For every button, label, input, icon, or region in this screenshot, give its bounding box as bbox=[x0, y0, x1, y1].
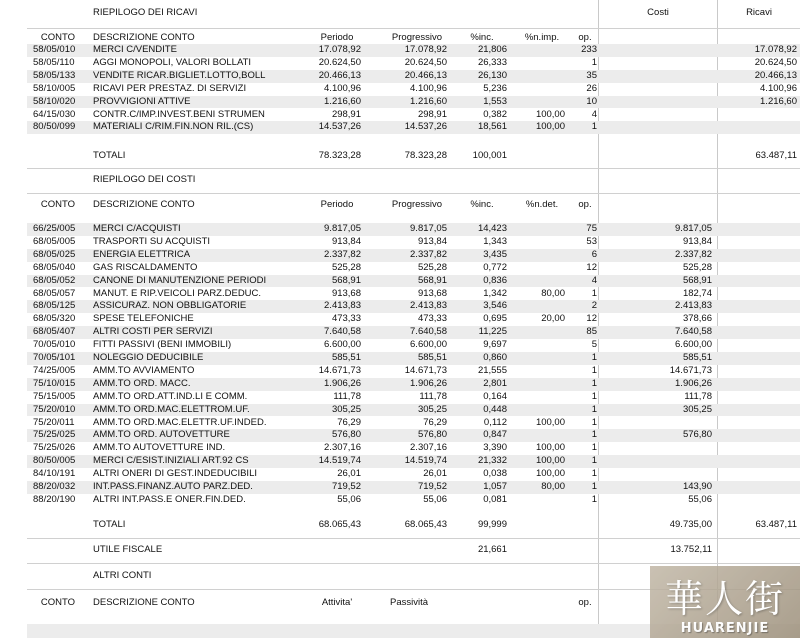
ricavi-totali-row bbox=[27, 147, 800, 165]
report-sheet bbox=[27, 0, 800, 638]
inc-cell: 14,423 bbox=[477, 223, 507, 234]
table-row bbox=[27, 70, 800, 83]
table-row bbox=[27, 494, 800, 507]
op-cell: 1 bbox=[591, 287, 597, 299]
progressivo-cell: 4.100,96 bbox=[410, 82, 447, 94]
utile-fiscale-costi: 13.752,11 bbox=[670, 544, 712, 555]
progressivo-cell: 2.307,16 bbox=[410, 442, 447, 454]
conto-cell: 58/10/020 bbox=[33, 95, 76, 107]
table-row bbox=[27, 57, 800, 70]
periodo-cell: 111,78 bbox=[333, 390, 361, 402]
conto-cell: 58/10/005 bbox=[33, 82, 76, 94]
inc-cell: 0,860 bbox=[483, 352, 507, 363]
periodo-header: Periodo bbox=[320, 199, 354, 210]
table-row bbox=[27, 417, 800, 430]
costi-cell: 182,74 bbox=[682, 287, 712, 299]
periodo-cell: 913,68 bbox=[331, 287, 361, 299]
op-cell: 1 bbox=[591, 364, 597, 376]
inc-cell: 0,038 bbox=[483, 468, 507, 480]
periodo-cell: 1.216,60 bbox=[324, 95, 361, 107]
progressivo-cell: 9.817,05 bbox=[410, 223, 447, 234]
periodo-cell: 2.337,82 bbox=[324, 248, 361, 260]
descrizione-cell: SPESE TELEFONICHE bbox=[93, 313, 194, 325]
conto-cell: 68/05/125 bbox=[33, 300, 76, 312]
ricavi-cell: 20.624,50 bbox=[754, 56, 797, 68]
conto-header: CONTO bbox=[40, 597, 76, 608]
inc-cell: 0,772 bbox=[483, 261, 507, 273]
conto-cell: 68/05/005 bbox=[33, 235, 76, 247]
nimp-cell: 100,00 bbox=[535, 121, 565, 133]
descrizione-cell: AMM.TO AVVIAMENTO bbox=[93, 364, 195, 376]
attivita-header: Attivita' bbox=[321, 597, 353, 608]
descrizione-cell: RICAVI PER PRESTAZ. DI SERVIZI bbox=[93, 82, 247, 94]
descrizione-cell: AMM.TO AUTOVETTURE IND. bbox=[93, 442, 226, 454]
op-cell: 1 bbox=[591, 121, 597, 133]
section-title: RIEPILOGO DEI RICAVI bbox=[93, 7, 198, 18]
conto-cell: 80/50/099 bbox=[33, 121, 76, 133]
progressivo-cell: 14.671,73 bbox=[404, 364, 447, 376]
conto-cell: 66/25/005 bbox=[33, 223, 76, 234]
progressivo-cell: 1.216,60 bbox=[410, 95, 447, 107]
ricavi-cell: 20.466,13 bbox=[754, 69, 797, 81]
progressivo-cell: 7.640,58 bbox=[410, 326, 447, 338]
conto-cell: 68/05/407 bbox=[33, 326, 76, 338]
progressivo-cell: 298,91 bbox=[417, 108, 447, 120]
op-cell: 75 bbox=[586, 223, 597, 234]
table-row bbox=[27, 223, 800, 236]
totali-periodo: 68.065,43 bbox=[318, 519, 361, 530]
ricavi-title-row bbox=[27, 4, 800, 22]
costi-cell: 14.671,73 bbox=[669, 364, 712, 376]
inc-cell: 1,553 bbox=[483, 95, 507, 107]
costi-cell: 9.817,05 bbox=[675, 223, 712, 234]
watermark-logo bbox=[650, 566, 800, 638]
progressivo-cell: 6.600,00 bbox=[410, 339, 447, 351]
table-row bbox=[27, 404, 800, 417]
progressivo-cell: 20.624,50 bbox=[404, 56, 447, 68]
descrizione-header: DESCRIZIONE CONTO bbox=[93, 597, 195, 608]
ndet-cell: 80,00 bbox=[541, 287, 565, 299]
inc-cell: 0,695 bbox=[483, 313, 507, 325]
inc-cell: 18,561 bbox=[477, 121, 507, 133]
progressivo-cell: 913,68 bbox=[417, 287, 447, 299]
table-row bbox=[27, 391, 800, 404]
progressivo-cell: 1.906,26 bbox=[410, 377, 447, 389]
periodo-cell: 1.906,26 bbox=[324, 377, 361, 389]
periodo-cell: 76,29 bbox=[337, 416, 361, 428]
descrizione-cell: ASSICURAZ. NON OBBLIGATORIE bbox=[93, 300, 247, 312]
costi-cell: 576,80 bbox=[682, 429, 712, 441]
op-cell: 4 bbox=[591, 274, 597, 286]
totali-ricavi: 63.487,11 bbox=[755, 519, 797, 530]
op-header: op. bbox=[578, 32, 592, 43]
op-cell: 5 bbox=[591, 339, 597, 351]
progressivo-cell: 55,06 bbox=[423, 493, 447, 505]
op-cell: 1 bbox=[591, 493, 597, 505]
watermark-logo-glyphs: 華人街 bbox=[664, 577, 785, 621]
progressivo-cell: 20.466,13 bbox=[404, 69, 447, 81]
progressivo-header: Progressivo bbox=[391, 199, 443, 210]
conto-cell: 70/05/101 bbox=[33, 352, 76, 363]
progressivo-cell: 76,29 bbox=[423, 416, 447, 428]
nimp-cell: 100,00 bbox=[535, 108, 565, 120]
op-cell: 1 bbox=[591, 403, 597, 415]
conto-header: CONTO bbox=[40, 199, 76, 210]
conto-cell: 75/25/026 bbox=[33, 442, 76, 454]
ndet-cell: 100,00 bbox=[535, 455, 565, 467]
periodo-cell: 298,91 bbox=[331, 108, 361, 120]
table-row bbox=[27, 288, 800, 301]
descrizione-cell: MERCI C/VENDITE bbox=[93, 44, 177, 55]
costi-cell: 111,78 bbox=[684, 390, 712, 402]
totali-progressivo: 68.065,43 bbox=[404, 519, 447, 530]
op-cell: 10 bbox=[586, 95, 597, 107]
descrizione-cell: AMM.TO ORD.MAC.ELETTR.UF.INDED. bbox=[93, 416, 267, 428]
ricavi-cell: 4.100,96 bbox=[760, 82, 797, 94]
conto-header: CONTO bbox=[40, 32, 76, 43]
passivita-header: Passività bbox=[389, 597, 428, 608]
utile-fiscale-label: UTILE FISCALE bbox=[93, 544, 163, 555]
conto-cell: 68/05/320 bbox=[33, 313, 76, 325]
inc-cell: 11,225 bbox=[478, 326, 507, 338]
table-row bbox=[27, 352, 800, 365]
progressivo-cell: 26,01 bbox=[423, 468, 447, 480]
periodo-cell: 20.624,50 bbox=[318, 56, 361, 68]
progressivo-cell: 913,84 bbox=[417, 235, 447, 247]
costi-cell: 7.640,58 bbox=[675, 326, 712, 338]
costi-totali-row bbox=[27, 516, 800, 534]
progressivo-cell: 473,33 bbox=[417, 313, 447, 325]
op-cell: 6 bbox=[591, 248, 597, 260]
progressivo-cell: 14.519,74 bbox=[404, 455, 447, 467]
descrizione-cell: ALTRI INT.PASS.E ONER.FIN.DED. bbox=[93, 493, 246, 505]
totali-ricavi: 63.487,11 bbox=[755, 150, 797, 161]
periodo-cell: 55,06 bbox=[337, 493, 361, 505]
divider bbox=[27, 563, 800, 564]
inc-cell: 3,390 bbox=[483, 442, 507, 454]
ndet-cell: 20,00 bbox=[541, 313, 565, 325]
op-cell: 1 bbox=[591, 416, 597, 428]
inc-cell: 0,847 bbox=[483, 429, 507, 441]
table-row bbox=[27, 468, 800, 481]
progressivo-header: Progressivo bbox=[391, 32, 443, 43]
inc-cell: 26,333 bbox=[477, 56, 507, 68]
periodo-cell: 14.537,26 bbox=[318, 121, 361, 133]
inc-cell: 0,081 bbox=[483, 493, 507, 505]
table-row bbox=[27, 339, 800, 352]
table-row bbox=[27, 262, 800, 275]
periodo-cell: 26,01 bbox=[337, 468, 361, 480]
totali-periodo: 78.323,28 bbox=[318, 150, 361, 161]
op-cell: 1 bbox=[591, 429, 597, 441]
ricavi-cell: 17.078,92 bbox=[754, 44, 797, 55]
table-row bbox=[27, 481, 800, 494]
table-row bbox=[27, 236, 800, 249]
progressivo-cell: 14.537,26 bbox=[404, 121, 447, 133]
table-row bbox=[27, 442, 800, 455]
descrizione-cell: VENDITE RICAR.BIGLIET.LOTTO,BOLL bbox=[93, 69, 266, 81]
descrizione-header: DESCRIZIONE CONTO bbox=[93, 32, 195, 43]
table-row bbox=[27, 429, 800, 442]
conto-cell: 75/10/015 bbox=[33, 377, 76, 389]
periodo-cell: 17.078,92 bbox=[318, 44, 361, 55]
table-row bbox=[27, 455, 800, 468]
op-cell: 85 bbox=[586, 326, 597, 338]
periodo-cell: 2.413,83 bbox=[324, 300, 361, 312]
op-cell: 2 bbox=[591, 300, 597, 312]
inc-cell: 0,836 bbox=[483, 274, 507, 286]
descrizione-cell: ALTRI ONERI DI GEST.INDEDUCIBILI bbox=[93, 468, 257, 480]
conto-cell: 75/20/011 bbox=[33, 416, 75, 428]
descrizione-cell: MERCI C/ACQUISTI bbox=[93, 223, 181, 234]
descrizione-cell: CANONE DI MANUTENZIONE PERIODI bbox=[93, 274, 267, 286]
inc-cell: 26,130 bbox=[477, 69, 507, 81]
op-cell: 53 bbox=[586, 235, 597, 247]
inc-cell: 3,435 bbox=[483, 248, 507, 260]
descrizione-cell: MATERIALI C/RIM.FIN.NON RIL.(CS) bbox=[93, 121, 254, 133]
table-row bbox=[27, 365, 800, 378]
totali-inc: 99,999 bbox=[477, 519, 507, 530]
costi-cell: 1.906,26 bbox=[675, 377, 712, 389]
conto-cell: 58/05/110 bbox=[33, 56, 75, 68]
descrizione-cell: NOLEGGIO DEDUCIBILE bbox=[93, 352, 204, 363]
progressivo-cell: 305,25 bbox=[417, 403, 447, 415]
ndet-cell: 100,00 bbox=[535, 416, 565, 428]
descrizione-cell: ALTRI COSTI PER SERVIZI bbox=[93, 326, 213, 338]
ndet-cell: 80,00 bbox=[541, 481, 565, 492]
periodo-cell: 525,28 bbox=[331, 261, 361, 273]
op-cell: 1 bbox=[591, 481, 597, 492]
costi-column-header: Costi bbox=[647, 7, 669, 18]
inc-cell: 3,546 bbox=[483, 300, 507, 312]
conto-cell: 68/05/040 bbox=[33, 261, 76, 273]
inc-header: %inc. bbox=[470, 199, 494, 210]
conto-cell: 64/15/030 bbox=[33, 108, 76, 120]
progressivo-cell: 719,52 bbox=[417, 481, 447, 492]
descrizione-cell: AGGI MONOPOLI, VALORI BOLLATI bbox=[93, 56, 252, 68]
inc-cell: 1,342 bbox=[483, 287, 507, 299]
progressivo-cell: 525,28 bbox=[417, 261, 447, 273]
totali-progressivo: 78.323,28 bbox=[404, 150, 447, 161]
descrizione-cell: CONTR.C/IMP.INVEST.BENI STRUMEN bbox=[93, 108, 265, 120]
periodo-header: Periodo bbox=[320, 32, 354, 43]
table-row bbox=[27, 83, 800, 96]
costi-cell: 913,84 bbox=[682, 235, 712, 247]
table-row bbox=[27, 121, 800, 134]
utile-fiscale-inc: 21,661 bbox=[477, 544, 507, 555]
table-row bbox=[27, 109, 800, 122]
costi-cell: 568,91 bbox=[682, 274, 712, 286]
table-row bbox=[27, 326, 800, 339]
inc-cell: 1,057 bbox=[483, 481, 507, 492]
periodo-cell: 14.671,73 bbox=[318, 364, 361, 376]
conto-cell: 58/05/010 bbox=[33, 44, 76, 55]
conto-cell: 84/10/191 bbox=[33, 468, 76, 480]
op-cell: 35 bbox=[586, 69, 597, 81]
periodo-cell: 6.600,00 bbox=[324, 339, 361, 351]
conto-cell: 68/05/052 bbox=[33, 274, 76, 286]
periodo-cell: 2.307,16 bbox=[324, 442, 361, 454]
inc-cell: 21,555 bbox=[477, 364, 507, 376]
op-cell: 1 bbox=[591, 455, 597, 467]
descrizione-cell: AMM.TO ORD. AUTOVETTURE bbox=[93, 429, 230, 441]
table-row bbox=[27, 378, 800, 391]
ricavi-column-headers bbox=[27, 32, 800, 45]
progressivo-cell: 2.413,83 bbox=[410, 300, 447, 312]
costi-cell: 55,06 bbox=[688, 493, 712, 505]
costi-cell: 525,28 bbox=[682, 261, 712, 273]
periodo-cell: 4.100,96 bbox=[324, 82, 361, 94]
op-cell: 12 bbox=[586, 313, 597, 325]
op-cell: 1 bbox=[591, 390, 597, 402]
totali-inc: 100,001 bbox=[472, 150, 507, 161]
periodo-cell: 7.640,58 bbox=[324, 326, 361, 338]
op-cell: 1 bbox=[591, 377, 597, 389]
ricavi-cell: 1.216,60 bbox=[760, 95, 797, 107]
table-row bbox=[27, 313, 800, 326]
ndet-header: %n.det. bbox=[525, 199, 559, 210]
descrizione-cell: AMM.TO ORD. MACC. bbox=[93, 377, 191, 389]
watermark-text: HUARENJIE bbox=[680, 621, 770, 636]
op-cell: 4 bbox=[591, 108, 597, 120]
ndet-cell: 100,00 bbox=[535, 468, 565, 480]
section-title: RIEPILOGO DEI COSTI bbox=[93, 174, 196, 185]
periodo-cell: 568,91 bbox=[331, 274, 361, 286]
periodo-cell: 9.817,05 bbox=[324, 223, 361, 234]
descrizione-cell: MANUT. E RIP.VEICOLI PARZ.DEDUC. bbox=[93, 287, 262, 299]
descrizione-cell: ENERGIA ELETTRICA bbox=[93, 248, 191, 260]
ndet-cell: 100,00 bbox=[535, 442, 565, 454]
conto-cell: 75/25/025 bbox=[33, 429, 76, 441]
periodo-cell: 719,52 bbox=[331, 481, 361, 492]
descrizione-cell: FITTI PASSIVI (BENI IMMOBILI) bbox=[93, 339, 232, 351]
costi-cell: 2.413,83 bbox=[675, 300, 712, 312]
totali-label: TOTALI bbox=[93, 519, 126, 530]
progressivo-cell: 568,91 bbox=[417, 274, 447, 286]
inc-cell: 0,164 bbox=[483, 390, 507, 402]
inc-cell: 1,343 bbox=[483, 235, 507, 247]
table-row bbox=[27, 44, 800, 57]
inc-cell: 2,801 bbox=[483, 377, 507, 389]
conto-cell: 68/05/057 bbox=[33, 287, 76, 299]
conto-cell: 74/25/005 bbox=[33, 364, 76, 376]
op-cell: 26 bbox=[586, 82, 597, 94]
descrizione-cell: AMM.TO ORD.MAC.ELETTROM.UF. bbox=[93, 403, 250, 415]
conto-cell: 80/50/005 bbox=[33, 455, 76, 467]
inc-cell: 5,236 bbox=[483, 82, 507, 94]
divider bbox=[27, 168, 800, 169]
inc-cell: 0,382 bbox=[483, 108, 507, 120]
conto-cell: 88/20/190 bbox=[33, 493, 76, 505]
nimp-header: %n.imp. bbox=[524, 32, 560, 43]
periodo-cell: 913,84 bbox=[331, 235, 361, 247]
conto-cell: 58/05/133 bbox=[33, 69, 76, 81]
periodo-cell: 473,33 bbox=[331, 313, 361, 325]
costi-column-headers bbox=[27, 199, 800, 212]
descrizione-cell: INT.PASS.FINANZ.AUTO PARZ.DED. bbox=[93, 481, 253, 492]
periodo-cell: 14.519,74 bbox=[318, 455, 361, 467]
progressivo-cell: 585,51 bbox=[417, 352, 447, 363]
op-cell: 233 bbox=[581, 44, 597, 55]
divider bbox=[27, 538, 800, 539]
inc-cell: 21,806 bbox=[477, 44, 507, 55]
costi-cell: 143,90 bbox=[682, 481, 712, 492]
utile-fiscale-row bbox=[27, 541, 800, 559]
conto-cell: 75/15/005 bbox=[33, 390, 76, 402]
costi-cell: 305,25 bbox=[682, 403, 712, 415]
divider bbox=[27, 28, 800, 29]
table-row bbox=[27, 275, 800, 288]
conto-cell: 88/20/032 bbox=[33, 481, 76, 492]
periodo-cell: 305,25 bbox=[331, 403, 361, 415]
inc-cell: 9,697 bbox=[483, 339, 507, 351]
costi-cell: 6.600,00 bbox=[675, 339, 712, 351]
descrizione-cell: PROVVIGIONI ATTIVE bbox=[93, 95, 191, 107]
op-cell: 12 bbox=[586, 261, 597, 273]
progressivo-cell: 576,80 bbox=[417, 429, 447, 441]
ricavi-column-header: Ricavi bbox=[746, 7, 772, 18]
periodo-cell: 20.466,13 bbox=[318, 69, 361, 81]
op-cell: 1 bbox=[591, 468, 597, 480]
op-cell: 1 bbox=[591, 442, 597, 454]
inc-cell: 21,332 bbox=[477, 455, 507, 467]
section-title: ALTRI CONTI bbox=[93, 570, 152, 581]
progressivo-cell: 2.337,82 bbox=[410, 248, 447, 260]
costi-cell: 585,51 bbox=[682, 352, 712, 363]
descrizione-cell: MERCI C/ESIST.INIZIALI ART.92 CS bbox=[93, 455, 249, 467]
progressivo-cell: 111,78 bbox=[419, 390, 447, 402]
periodo-cell: 585,51 bbox=[331, 352, 361, 363]
totali-costi: 49.735,00 bbox=[669, 519, 712, 530]
inc-cell: 0,448 bbox=[483, 403, 507, 415]
descrizione-cell: TRASPORTI SU ACQUISTI bbox=[93, 235, 211, 247]
table-row bbox=[27, 96, 800, 109]
descrizione-header: DESCRIZIONE CONTO bbox=[93, 199, 195, 210]
table-row bbox=[27, 249, 800, 262]
op-cell: 1 bbox=[591, 56, 597, 68]
inc-cell: 0,112 bbox=[483, 416, 507, 428]
table-row bbox=[27, 300, 800, 313]
op-header: op. bbox=[578, 199, 592, 210]
op-cell: 1 bbox=[591, 352, 597, 363]
op-header: op. bbox=[578, 597, 592, 608]
divider bbox=[27, 193, 800, 194]
descrizione-cell: GAS RISCALDAMENTO bbox=[93, 261, 198, 273]
costi-title-row bbox=[27, 171, 800, 189]
progressivo-cell: 17.078,92 bbox=[404, 44, 447, 55]
conto-cell: 75/20/010 bbox=[33, 403, 76, 415]
periodo-cell: 576,80 bbox=[331, 429, 361, 441]
inc-header: %inc. bbox=[470, 32, 494, 43]
descrizione-cell: AMM.TO ORD.ATT.IND.LI E COMM. bbox=[93, 390, 248, 402]
conto-cell: 68/05/025 bbox=[33, 248, 76, 260]
totali-label: TOTALI bbox=[93, 150, 126, 161]
conto-cell: 70/05/010 bbox=[33, 339, 76, 351]
costi-cell: 378,66 bbox=[682, 313, 712, 325]
costi-cell: 2.337,82 bbox=[675, 248, 712, 260]
